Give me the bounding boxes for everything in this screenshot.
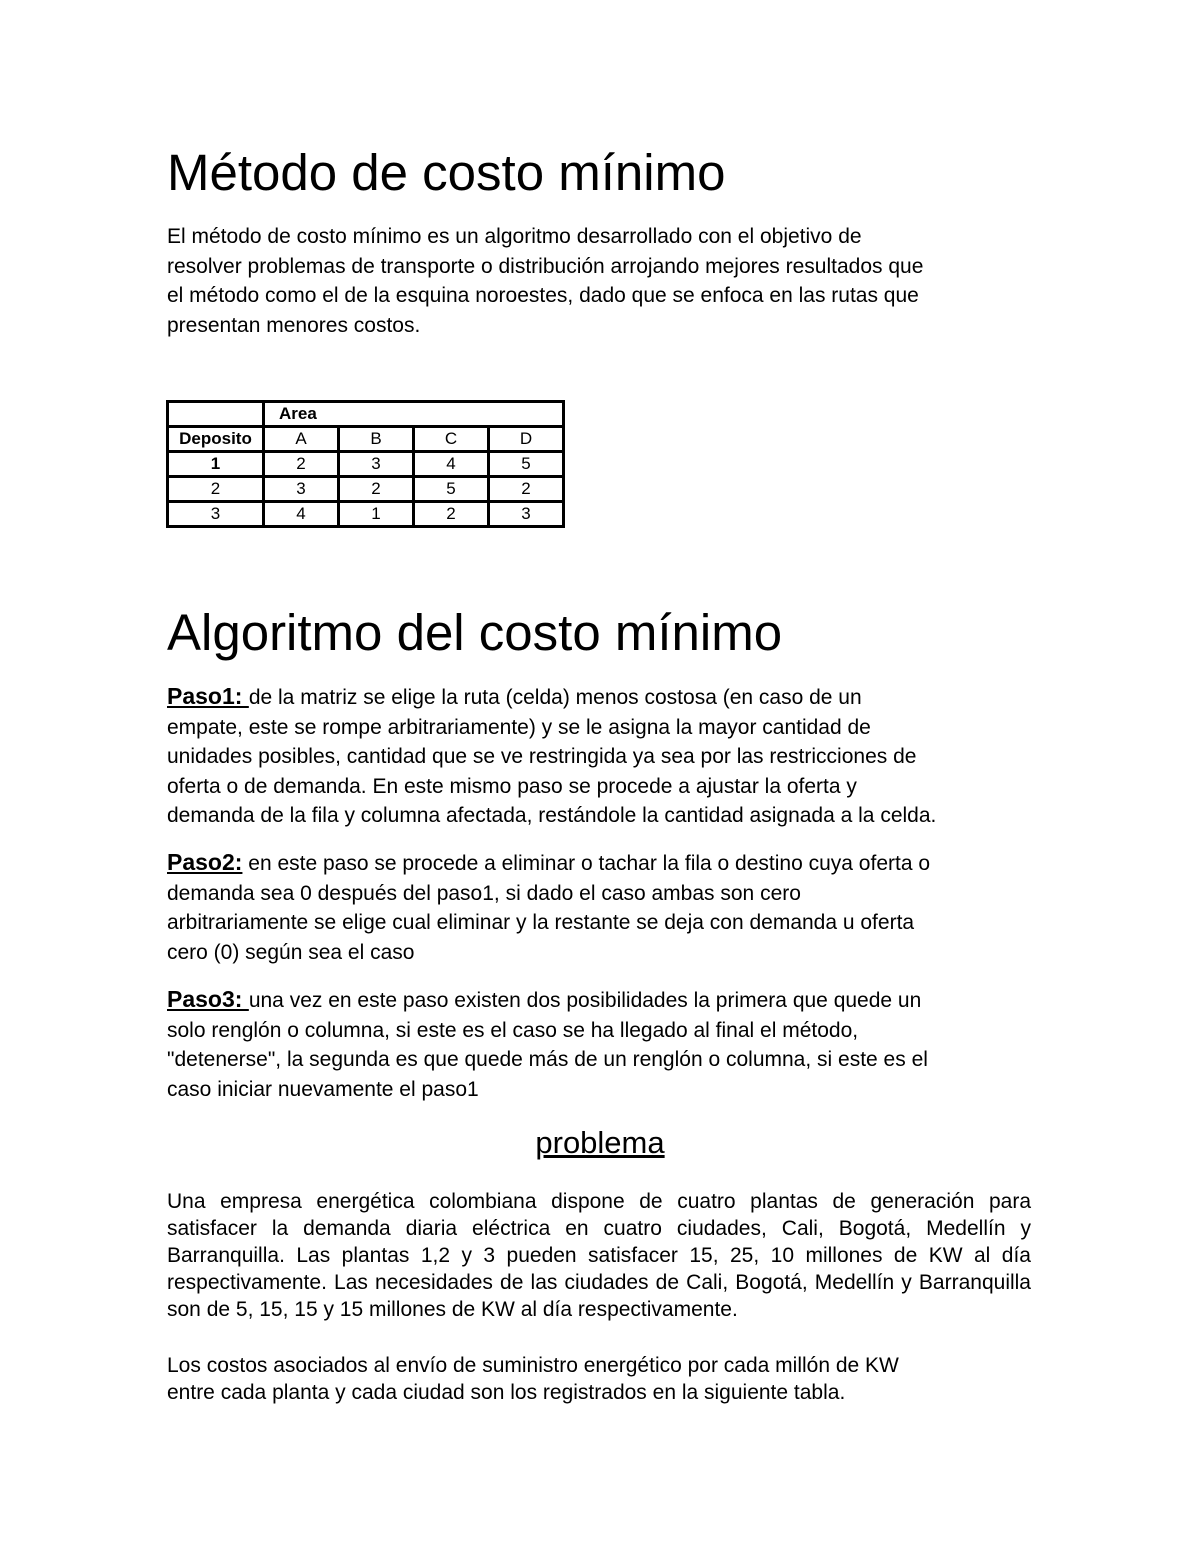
table-group-header: Area bbox=[264, 402, 564, 427]
problem-paragraph: Una empresa energética colombiana dispone de cuatro plantas de generación para satisfacer la demanda diaria eléctrica en cuatro ciudades, Cali, Bogotá, Medellín y Barranquilla. Las plantas 1,2 y 3 pueden satisfacer 15, 25, 10 millones de KW al día respectivamente. Las necesidades de las ciudades de Cali, Bogotá, Medellín y Barranquilla son de 5, 15, 15 y 15 millones de KW al día respectivamente. bbox=[167, 1190, 1031, 1321]
section-title-algorithm: Algoritmo del costo mínimo bbox=[167, 604, 783, 661]
table-header-row bbox=[168, 427, 564, 452]
text-line: unidades posibles, cantidad que se ve restringida ya sea por las restricciones de bbox=[167, 745, 917, 769]
text-line: empate, este se rompe arbitrariamente) y se le asigna la mayor cantidad de bbox=[167, 715, 871, 739]
text-line: arbitrariamente se elige cual eliminar y la restante se deja con demanda u oferta bbox=[167, 911, 915, 935]
page-title: Método de costo mínimo bbox=[167, 144, 726, 201]
text-line: demanda de la fila y columna afectada, restándole la cantidad asignada a la celda. bbox=[167, 804, 937, 828]
table-group-header-row bbox=[168, 402, 564, 427]
step-1-label: Paso1: bbox=[167, 683, 249, 709]
step-2-label: Paso2: bbox=[167, 849, 243, 875]
table-cell: 3 bbox=[339, 452, 414, 477]
text-line: demanda sea 0 después del paso1, si dado el caso ambas son cero bbox=[167, 881, 801, 905]
table-row-label: 3 bbox=[168, 502, 264, 527]
table-row bbox=[168, 502, 564, 527]
text-line: Los costos asociados al envío de suministro energético por cada millón de KW bbox=[167, 1354, 899, 1377]
table-row bbox=[168, 477, 564, 502]
table-cell: 3 bbox=[264, 477, 339, 502]
table-cell: 4 bbox=[414, 452, 489, 477]
step-3-paragraph bbox=[167, 985, 1037, 1104]
table-row-label: 1 bbox=[168, 452, 264, 477]
text-line: El método de costo mínimo es un algoritmo desarrollado con el objetivo de bbox=[167, 225, 862, 248]
text-line: entre cada planta y cada ciudad son los registrados en la siguiente tabla. bbox=[167, 1381, 846, 1404]
step-3-label: Paso3: bbox=[167, 986, 249, 1012]
table-cell: 2 bbox=[264, 452, 339, 477]
text-line: en este paso se procede a eliminar o tachar la fila o destino cuya oferta o bbox=[242, 852, 931, 875]
table-cell: 3 bbox=[489, 502, 564, 527]
text-line: solo renglón o columna, si este es el caso se ha llegado al final el método, bbox=[167, 1018, 859, 1042]
problem-paragraph-2 bbox=[167, 1352, 1037, 1406]
table-row-header: Deposito bbox=[168, 427, 264, 452]
step-2-paragraph bbox=[167, 848, 1037, 967]
text-line: oferta o de demanda. En este mismo paso se procede a ajustar la oferta y bbox=[167, 774, 857, 798]
text-line: de la matriz se elige la ruta (celda) menos costosa (en caso de un bbox=[248, 686, 862, 709]
table-cell: 4 bbox=[264, 502, 339, 527]
table-cell: 5 bbox=[414, 477, 489, 502]
cost-table bbox=[166, 400, 565, 528]
table-cell: 1 bbox=[339, 502, 414, 527]
text-line: presentan menores costos. bbox=[167, 313, 421, 337]
text-line: cero (0) según sea el caso bbox=[167, 940, 415, 964]
table-column-header: D bbox=[489, 427, 564, 452]
text-line: resolver problemas de transporte o distribución arrojando mejores resultados que bbox=[167, 254, 924, 278]
table-column-header: C bbox=[414, 427, 489, 452]
table-cell: 2 bbox=[489, 477, 564, 502]
table-row-label: 2 bbox=[168, 477, 264, 502]
table-cell: 5 bbox=[489, 452, 564, 477]
section-title-problem: problema bbox=[535, 1125, 665, 1160]
table-column-header: A bbox=[264, 427, 339, 452]
intro-paragraph bbox=[167, 222, 1037, 340]
text-line: caso iniciar nuevamente el paso1 bbox=[167, 1077, 479, 1101]
text-line: "detenerse", la segunda es que quede más de un renglón o columna, si este es el bbox=[167, 1048, 928, 1072]
table-cell: 2 bbox=[339, 477, 414, 502]
text-line: una vez en este paso existen dos posibilidades la primera que quede un bbox=[248, 989, 922, 1012]
step-1-paragraph bbox=[167, 682, 1037, 831]
table-corner-cell bbox=[168, 402, 264, 427]
table-row bbox=[168, 452, 564, 477]
text-line: el método como el de la esquina noroestes, dado que se enfoca en las rutas que bbox=[167, 284, 919, 308]
table-column-header: B bbox=[339, 427, 414, 452]
table-cell: 2 bbox=[414, 502, 489, 527]
